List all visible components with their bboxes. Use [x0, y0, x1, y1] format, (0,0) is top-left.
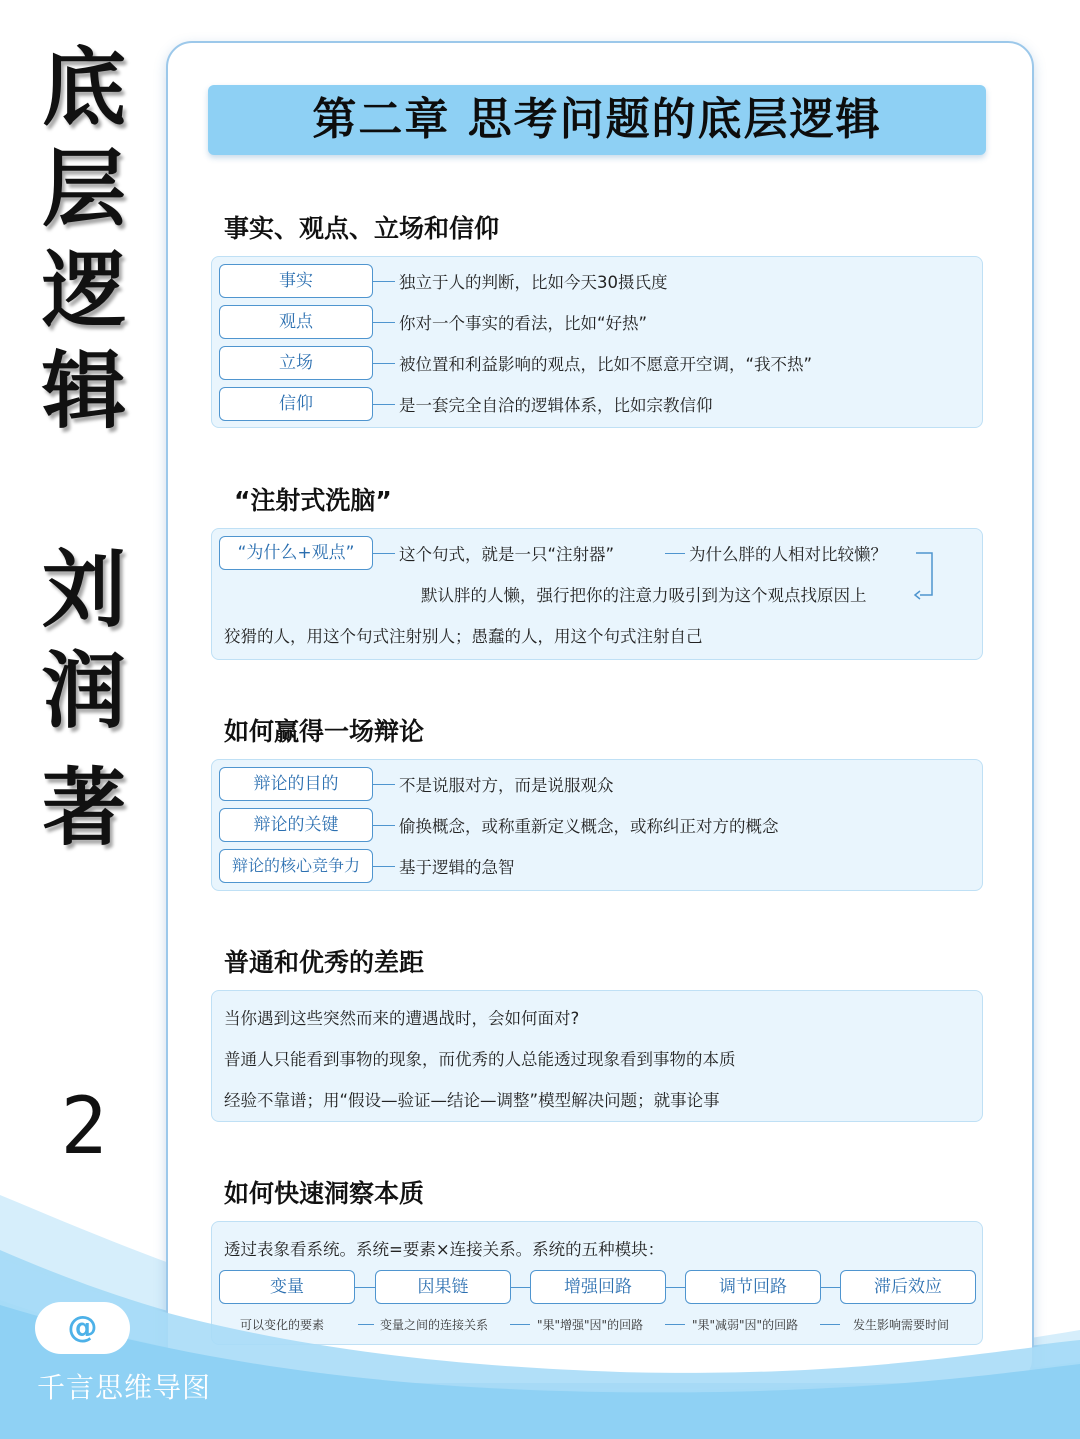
section-heading: 普通和优秀的差距	[224, 948, 425, 977]
module-desc: "果"减弱"因"的回路	[692, 1318, 799, 1332]
module-tag: 调节回路	[685, 1270, 821, 1304]
node-tag: 信仰	[219, 387, 373, 421]
section-heading: “注射式洗脑”	[234, 486, 392, 515]
node-tag: 事实	[219, 264, 373, 298]
module-desc: 发生影响需要时间	[853, 1318, 950, 1332]
side-title-char: 逻	[41, 241, 126, 339]
section-heading: 如何快速洞察本质	[224, 1179, 425, 1208]
node-text: 偷换概念，或称重新定义概念，或称纠正对方的概念	[399, 817, 779, 836]
node-text: 狡猾的人，用这个句式注射别人；愚蠢的人，用这个句式注射自己	[224, 627, 703, 646]
node-tag: 观点	[219, 305, 373, 339]
module-tag: 变量	[219, 1270, 355, 1304]
node-text: 是一套完全自洽的逻辑体系，比如宗教信仰	[399, 396, 713, 415]
section-heading: 如何赢得一场辩论	[224, 717, 425, 746]
section-heading: 事实、观点、立场和信仰	[224, 214, 500, 243]
paragraph-line: 当你遇到这些突然而来的遭遇战时，会如何面对?	[224, 1009, 580, 1028]
node-text: 这个句式，就是一只“注射器”	[399, 545, 615, 564]
side-author-char: 润	[41, 642, 126, 740]
chapter-number: 2	[60, 1082, 108, 1172]
node-text: 独立于人的判断，比如今天30摄氏度	[399, 273, 668, 292]
node-text: 基于逻辑的急智	[399, 858, 515, 877]
paragraph-line: 透过表象看系统。系统=要素×连接关系。系统的五种模块：	[224, 1240, 665, 1259]
node-text: 默认胖的人懒，强行把你的注意力吸引到为这个观点找原因上	[421, 586, 867, 605]
node-tag: 辩论的目的	[219, 767, 373, 801]
node-tag: 辩论的核心竞争力	[219, 849, 373, 883]
node-tag: 立场	[219, 346, 373, 380]
paragraph-line: 经验不靠谱；用“假设—验证—结论—调整”模型解决问题；就事论事	[224, 1091, 720, 1110]
module-tag: 增强回路	[530, 1270, 666, 1304]
paragraph-line: 普通人只能看到事物的现象，而优秀的人总能透过现象看到事物的本质	[224, 1050, 736, 1069]
side-author-char: 刘	[41, 541, 126, 639]
side-title-char: 辑	[41, 342, 126, 440]
side-author-char: 著	[41, 759, 126, 857]
module-desc: "果"增强"因"的回路	[537, 1318, 644, 1332]
module-tag: 因果链	[375, 1270, 511, 1304]
module-desc: 变量之间的连接关系	[380, 1318, 489, 1332]
node-tag: “为什么+观点”	[219, 536, 373, 570]
node-text: 不是说服对方，而是说服观众	[399, 776, 614, 795]
brand-name: 千言思维导图	[37, 1371, 212, 1404]
side-title-char: 底	[41, 39, 126, 137]
chapter-title: 第二章 思考问题的底层逻辑	[312, 94, 882, 145]
side-title	[38, 38, 130, 442]
module-desc: 可以变化的要素	[240, 1318, 325, 1332]
module-tag: 滞后效应	[840, 1270, 976, 1304]
side-author	[38, 540, 130, 859]
node-tag: 辩论的关键	[219, 808, 373, 842]
node-text: 你对一个事实的看法，比如“好热”	[399, 314, 648, 333]
node-text: 被位置和利益影响的观点，比如不愿意开空调，“我不热”	[399, 355, 813, 374]
node-text: 为什么胖的人相对比较懒？	[689, 545, 887, 564]
brand-logo: @	[35, 1302, 130, 1354]
side-title-char: 层	[41, 140, 126, 238]
